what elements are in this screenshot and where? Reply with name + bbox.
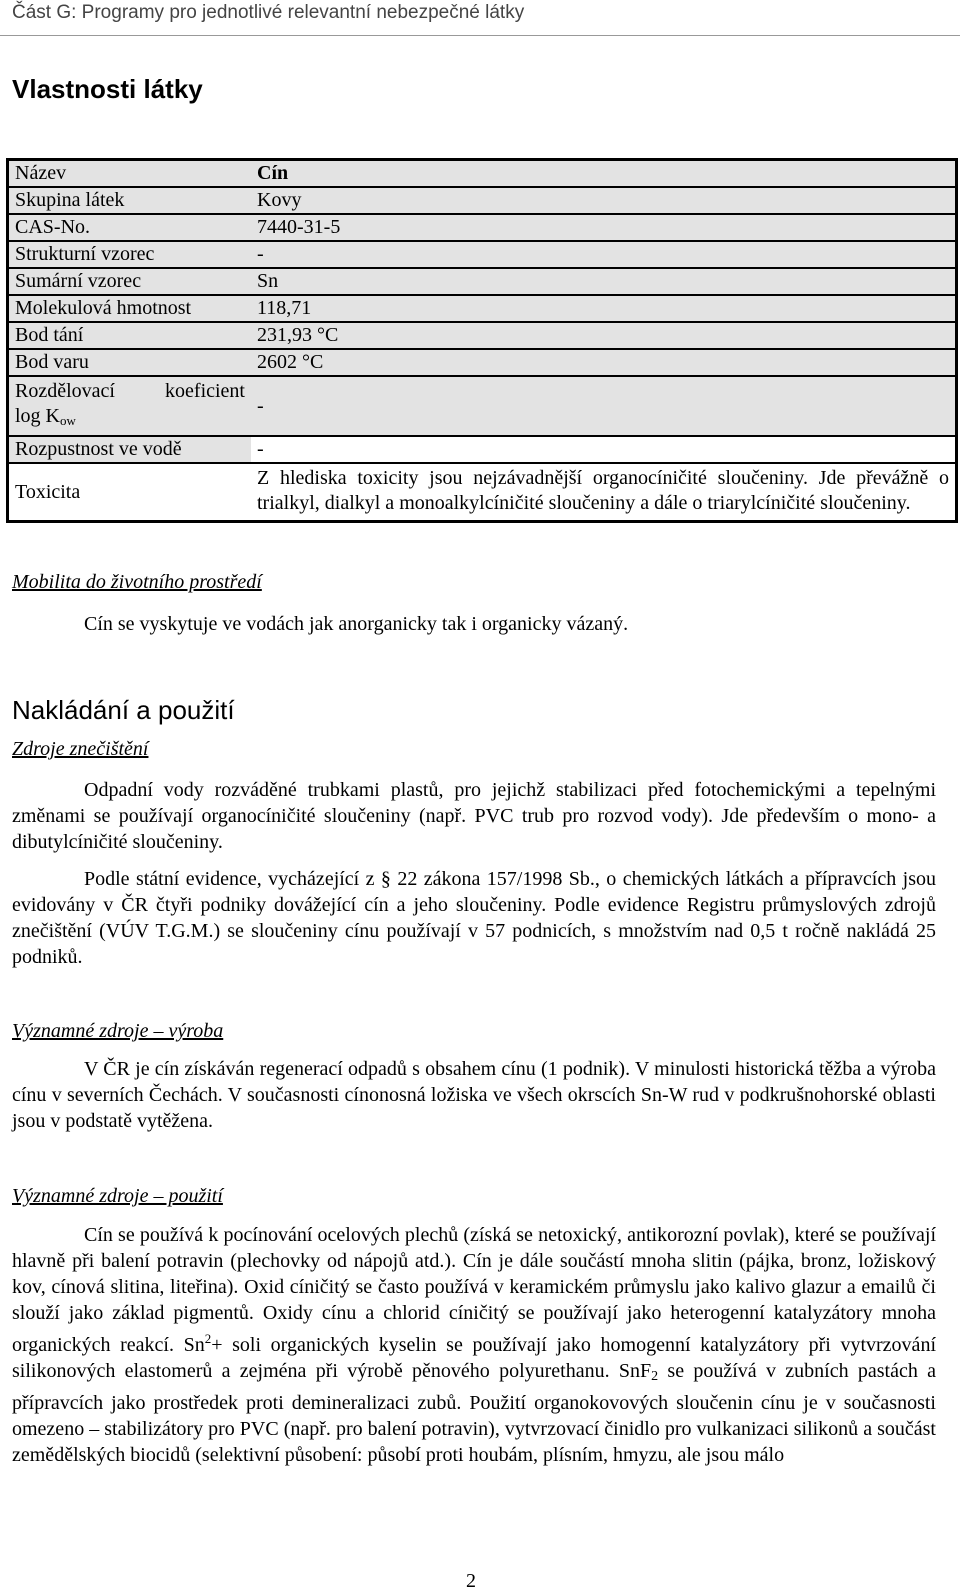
table-row xyxy=(8,376,957,436)
header-divider xyxy=(0,35,960,36)
handling-title: Nakládání a použití xyxy=(12,695,235,725)
table-row xyxy=(8,436,957,463)
row-label: Molekulová hmotnost xyxy=(8,295,252,322)
sources-heading: Zdroje znečištění xyxy=(12,738,149,760)
kow-word1: Rozdělovací xyxy=(15,380,115,402)
kow-subscript: ow xyxy=(60,413,76,428)
mobility-heading: Mobilita do životního prostředí xyxy=(12,571,262,593)
subscript: 2 xyxy=(651,1369,659,1384)
row-value: 231,93 °C xyxy=(251,322,957,349)
use-text-part-3: se používá v zubních pastách a přípravcích jako prostředek proti demineralizaci zubů. Použití organokovových sloučenin cínu je v současnosti omezeno – stabilizátory pro PVC (např. pro balení potravin), vytvrzovací činidlo pro vulkanizaci silikonů a součást zemědělských biocidů (selektivní působení: působí proti houbám, plísním, hmyzu, ale jsou málo xyxy=(12,1360,936,1466)
table-row xyxy=(8,268,957,295)
row-label: Bod varu xyxy=(8,349,252,376)
page-number: 2 xyxy=(466,1570,476,1592)
table-row xyxy=(8,214,957,241)
table-row xyxy=(8,322,957,349)
row-label: Rozpustnost ve vodě xyxy=(8,436,252,463)
kow-value: - xyxy=(251,376,957,436)
row-value: - xyxy=(251,436,957,463)
row-value: 118,71 xyxy=(251,295,957,322)
table-row xyxy=(8,295,957,322)
mobility-text: Cín se vyskytuje ve vodách jak anorganicky tak i organicky vázaný. xyxy=(84,613,629,635)
properties-table xyxy=(6,158,958,523)
row-label: Název xyxy=(8,160,252,188)
row-value: Sn xyxy=(251,268,957,295)
section-title: Vlastnosti látky xyxy=(12,74,203,104)
use-text-part-1: Cín se používá k pocínování ocelových plechů (získá se netoxický, antikorozní povlak), které se používají hlavně při balení potravin (plechovky od nápojů atd.). Cín je dále součástí mnoha slitin (pájka, bronz, ložiskový kov, cínová slitina, liteřina). Oxid cíničitý se často používá v keramickém průmyslu jako kalivo glazur a emailů či slouží jako základ pigmentů. Oxidy cínu a chlorid cíničitý se používají jako heterogenní katalyzátory mnoha organických reakcí. Sn xyxy=(12,1224,936,1356)
row-value: 2602 °C xyxy=(251,349,957,376)
row-label: Strukturní vzorec xyxy=(8,241,252,268)
page-header: Část G: Programy pro jednotlivé relevantní nebezpečné látky xyxy=(12,2,525,23)
row-value: - xyxy=(251,241,957,268)
row-label: Bod tání xyxy=(8,322,252,349)
table-row xyxy=(8,241,957,268)
table-row xyxy=(8,349,957,376)
row-label: Toxicita xyxy=(8,463,252,522)
row-label: Sumární vzorec xyxy=(8,268,252,295)
kow-label xyxy=(8,376,252,436)
row-value: Cín xyxy=(251,160,957,188)
use-text xyxy=(12,1222,936,1468)
superscript: 2 xyxy=(204,1331,212,1346)
production-text: V ČR je cín získáván regenerací odpadů s obsahem cínu (1 podnik). V minulosti historická těžba a výroba cínu v severních Čechách. V současnosti cínonosná ložiska ve všech okrscích Sn-W rud v podkrušnohorské oblasti jsou v podstatě vytěžena. xyxy=(12,1058,936,1132)
sources-paragraph-2: Podle státní evidence, vycházející z § 22 zákona 157/1998 Sb., o chemických látkách a přípravcích jsou evidovány v ČR čtyři podniky dovážející cín a jeho sloučeniny. Podle evidence Registru průmyslových zdrojů znečištění (VÚV T.G.M.) se sloučeniny cínu používají v 57 podnicích, s množstvím nad 0,5 t ročně nakládá 25 podniků. xyxy=(12,868,936,968)
row-value: Kovy xyxy=(251,187,957,214)
table-row xyxy=(8,463,957,522)
row-label: CAS-No. xyxy=(8,214,252,241)
use-text-part-2: + soli organických kyselin se používají jako homogenní katalyzátory při vytvrzování silikonových elastomerů a zejména při výrobě pěnového polyurethanu. SnF xyxy=(12,1334,936,1382)
kow-word2: koeficient xyxy=(165,380,245,402)
kow-prefix: log K xyxy=(15,405,60,427)
row-label: Skupina látek xyxy=(8,187,252,214)
sources-paragraph-1: Odpadní vody rozváděné trubkami plastů, pro jejichž stabilizaci před fotochemickými a tepelnými změnami se používají organocíničité sloučeniny (např. PVC trub pro rozvod vody). Jde především o mono- a dibutylcíničité sloučeniny. xyxy=(12,779,936,853)
table-row xyxy=(8,160,957,188)
production-heading: Významné zdroje – výroba xyxy=(12,1020,224,1042)
toxicity-text: Z hlediska toxicity jsou nejzávadnější organocíničité sloučeniny. Jde převážně o trialkyl, dialkyl a monoalkylcíničité sloučeniny a dále o triarylcíničité sloučeniny. xyxy=(251,463,957,522)
row-value: 7440-31-5 xyxy=(251,214,957,241)
use-heading: Významné zdroje – použití xyxy=(12,1185,223,1207)
table-row xyxy=(8,187,957,214)
